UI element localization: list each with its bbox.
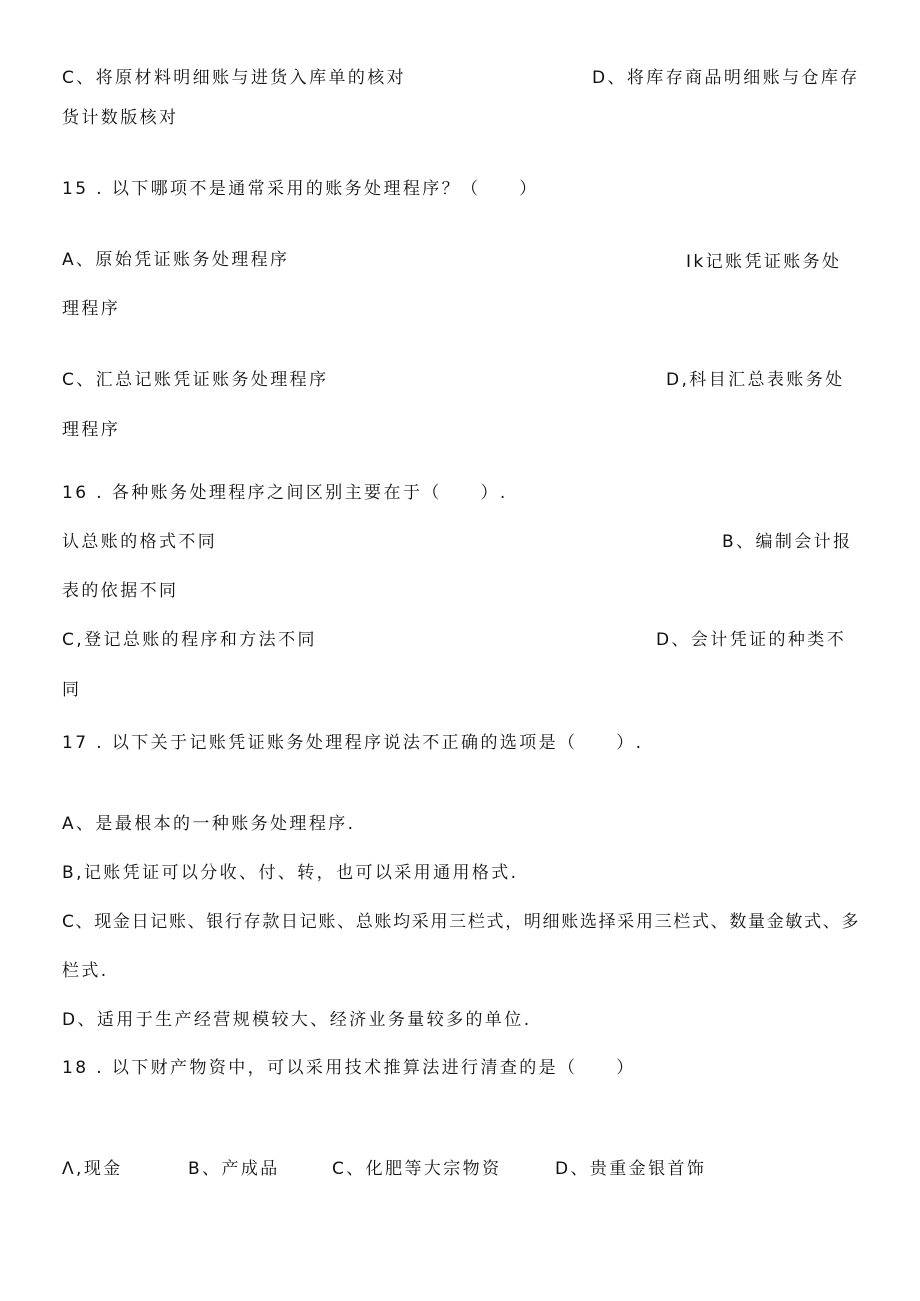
q17-option-c-continued: 栏式. [62,961,109,981]
q16-stem: 16 . 各种账务处理程序之间区别主要在于（ ）. [62,483,508,503]
q15-option-b: Ik记账凭证账务处 [686,252,842,272]
q18-option-a: Λ,现金 [62,1159,123,1179]
q15-option-d: D,科目汇总表账务处 [666,370,845,390]
q14-option-d-continued: 货计数版核对 [62,108,179,128]
q15-stem: 15 . 以下哪项不是通常采用的账务处理程序？（ ） [62,179,539,199]
q16-option-d: D、会计凭证的种类不 [656,630,847,650]
q17-option-d: D、适用于生产经营规模较大、经济业务量较多的单位. [62,1010,532,1030]
q16-option-d-continued: 同 [62,680,82,700]
q16-option-c: C,登记总账的程序和方法不同 [62,630,317,650]
q18-option-b: B、产成品 [188,1159,280,1179]
q15-option-d-continued: 理程序 [62,420,121,440]
q14-option-d: D、将库存商品明细账与仓库存 [592,68,860,88]
q18-stem: 18 . 以下财产物资中，可以采用技术推算法进行清查的是（ ） [62,1058,636,1078]
q18-option-c: C、化肥等大宗物资 [332,1159,502,1179]
q15-option-a: A、原始凭证账务处理程序 [62,250,290,270]
q15-option-c: C、汇总记账凭证账务处理程序 [62,370,329,390]
q17-option-b: B,记账凭证可以分收、付、转，也可以采用通用格式. [62,863,519,883]
q14-option-c: C、将原材料明细账与进货入库单的核对 [62,68,407,88]
q16-option-b: B、编制会计报 [722,532,853,552]
q17-option-c: C、现金日记账、银行存款日记账、总账均采用三栏式，明细账选择采用三栏式、数量金敏式、多 [62,912,861,932]
q15-option-b-continued: 理程序 [62,299,121,319]
q18-option-d: D、贵重金银首饰 [555,1159,707,1179]
q16-option-a: 认总账的格式不同 [62,532,218,552]
q17-stem: 17 . 以下关于记账凭证账务处理程序说法不正确的选项是（ ）. [62,733,644,753]
q17-option-a: A、是最根本的一种账务处理程序. [62,814,356,834]
q16-option-b-continued: 表的依据不同 [62,581,179,601]
